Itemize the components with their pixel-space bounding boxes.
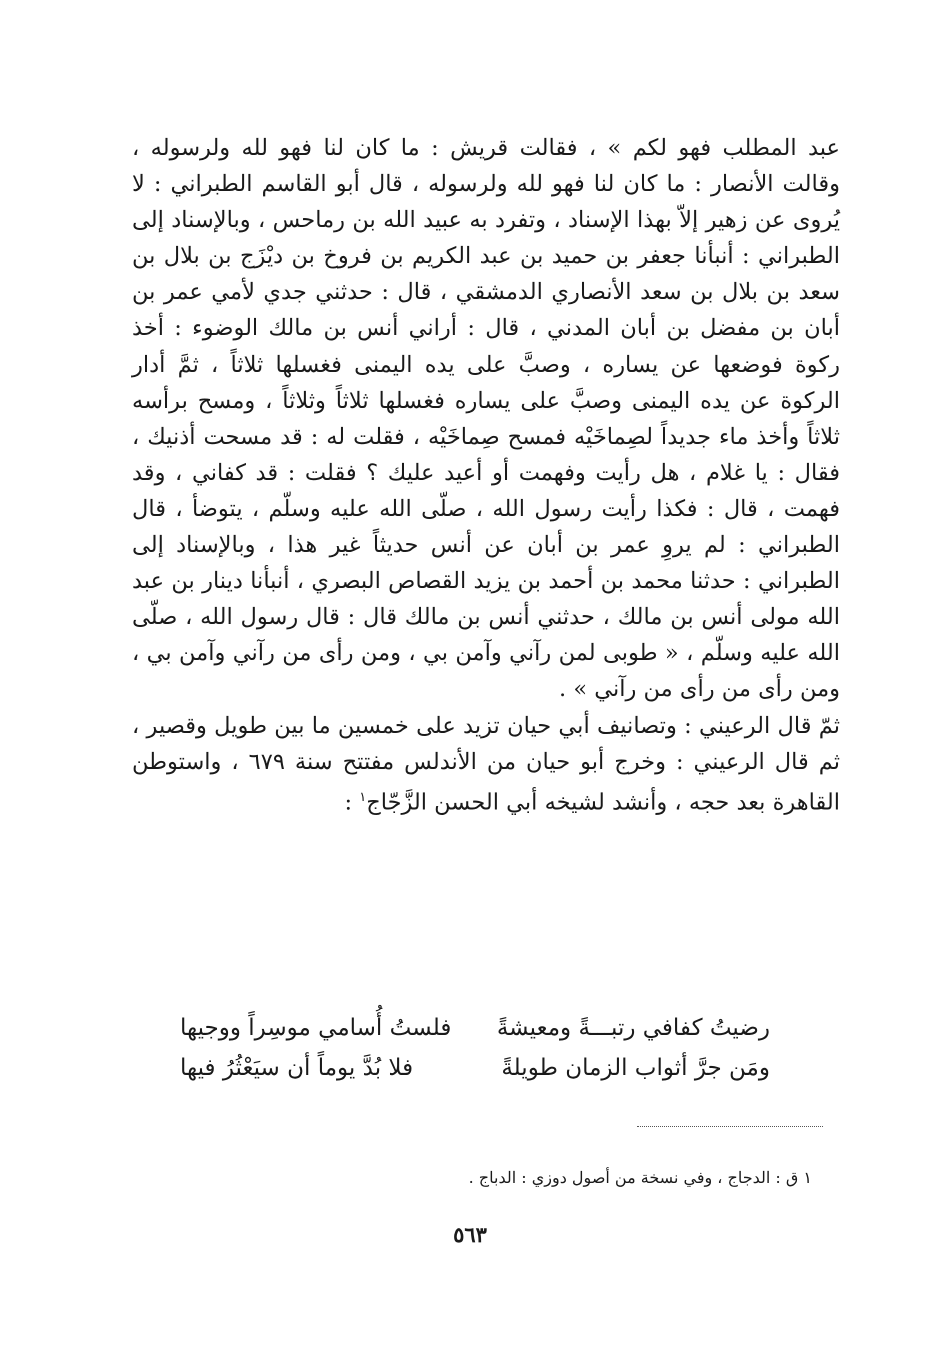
poem-verse [180, 1008, 770, 1048]
paragraph-hadith: عبد المطلب فهو لكم » ، فقالت قريش : ما كان لنا فهو لله ولرسوله ، وقالت الأنصار : ما كان لنا فهو لله ولرسوله ، قال أبو القاسم الطبراني : لا يُروى عن زهير إلاّ بهذا الإسناد ، وتفرد به عبيد الله بن رماحس ، وبالإسناد إلى الطبراني : أنبأنا جعفر بن حميد بن عبد الكريم بن فروخ بن ديْزَج بن بلال بن سعد بن بلال بن سعد الأنصاري الدمشقي ، قال : حدثني جدي لأمي عمر بن أبان بن مفضل بن أبان المدني ، قال : أراني أنس بن مالك الوضوء : أخذ ركوة فوضعها عن يساره ، وصبَّ على يده اليمنى فغسلها ثلاثاً ، ثمَّ أدار الركوة عن يده اليمنى وصبَّ على يساره فغسلها ثلاثاً وثلاثاً ، ومسح برأسه ثلاثاً وأخذ ماء جديداً لصِماخَيْه فمسح صِماخَيْه ، فقلت له : قد مسحت أذنيك ، فقال : يا غلام ، هل رأيت وفهمت أو أعيد عليك ؟ فقلت : قد كفاني ، وقد فهمت ، قال : فكذا رأيت رسول الله ، صلّى الله عليه وسلّم ، يتوضأ ، قال الطبراني : لم يروِ عمر بن أبان عن أنس حديثاً غير هذا ، وبالإسناد إلى الطبراني : حدثنا محمد بن أحمد بن يزيد القصاص البصري ، أنبأنا دينار بن عبد الله مولى أنس بن مالك ، حدثني أنس بن مالك قال : قال رسول الله ، صلّى الله عليه وسلّم ، « طوبى لمن رآني وآمن بي ، ومن رأى من رآني وآمن بي ، ومن رأى من رأى من رآني » . [132, 135, 840, 703]
main-text [132, 130, 840, 820]
verse-second-hemistich: فلا بُدَّ يوماً أن سيَعْثُرُ فيها [180, 1055, 414, 1081]
page-number: ٥٦٣ [453, 1222, 487, 1247]
poem-verse [180, 1048, 770, 1088]
verse-first-hemistich: ومَن جرَّ أثواب الزمان طويلةً [501, 1055, 770, 1081]
paragraph-raini-text: ثمّ قال الرعيني : وتصانيف أبي حيان تزيد على خمسين ما بين طويل وقصير ، ثم قال الرعيني : وخرج أبو حيان من الأندلس مفتتح سنة ٦٧٩ ، واستوطن القاهرة بعد حجه ، وأنشد لشيخه أبي الحسن الزَّجّاج [132, 712, 840, 816]
footnote-reference: ١ [359, 789, 367, 805]
footnote-separator [637, 1126, 823, 1127]
paragraph-raini [132, 708, 840, 821]
footnote: ١ ق : الدجاج ، وفي نسخة من أصول دوزي : الدباج . [468, 1168, 812, 1187]
poem [180, 1008, 770, 1088]
verse-second-hemistich: فلستُ أُسامي موسِراً ووجيها [180, 1015, 452, 1041]
paragraph-raini-end: : [344, 789, 360, 816]
verse-first-hemistich: رضيتُ كفافي رتبـــةً ومعيشةً [496, 1015, 770, 1041]
